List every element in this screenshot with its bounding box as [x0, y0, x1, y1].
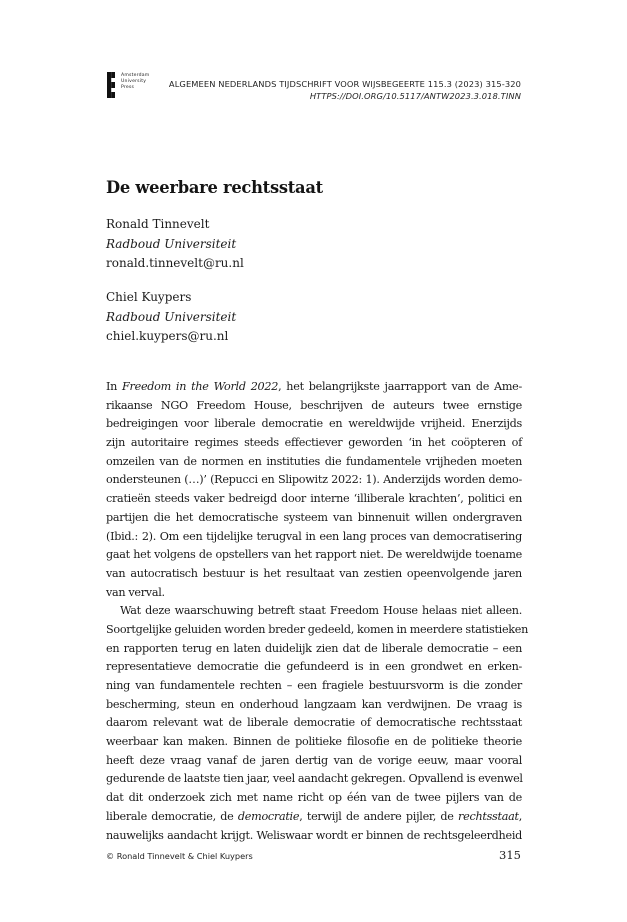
author-email[interactable]: ronald.tinnevelt@ru.nl — [106, 256, 244, 270]
body-line: bescherming, steun en onderhoud langzaam kan verdwijnen. De vraag is — [106, 697, 522, 711]
body-line: en rapporten terug en laten duidelijk zien dat de liberale democratie – een — [106, 641, 522, 655]
body-text-segment: In — [106, 380, 123, 393]
body-line: omzeilen van de normen en instituties die fundamentele vrijheden moeten — [106, 454, 522, 468]
emphasis-italic: democratie — [237, 809, 300, 823]
author-name: Chiel Kuypers — [106, 290, 192, 304]
body-text-segment: , het belangrijkste jaarrapport van de Ame- — [278, 380, 522, 393]
body-line: ondersteunen (…)’ (Repucci en Slipowitz 2022: 1). Anderzijds worden demo- — [106, 473, 522, 487]
publisher-name-line: University — [121, 79, 147, 85]
doi-link[interactable]: HTTPS://DOI.ORG/10.5117/ANTW2023.3.018.TINN — [309, 91, 521, 101]
author-block — [106, 288, 236, 347]
journal-citation: ALGEMEEN NEDERLANDS TIJDSCHRIFT VOOR WIJSBEGEERTE 115.3 (2023) 315-320 — [168, 79, 521, 89]
body-text-segment: , — [518, 809, 522, 823]
publisher-name-line: Press — [121, 85, 135, 91]
copyright-notice: © Ronald Tinnevelt & Chiel Kuypers — [106, 851, 253, 861]
publisher-name-line: Amsterdam — [121, 73, 150, 78]
body-text-segment: , terwijl de andere pijler, de — [299, 809, 459, 823]
body-line: bedreigingen voor liberale democratie en wereldwijde vrijheid. Enerzijds — [106, 417, 522, 431]
body-line — [106, 808, 522, 827]
body-line: van autocratisch bestuur is het resultaat van zestien opeenvolgende jaren — [106, 566, 522, 580]
body-line: weerbaar kan maken. Binnen de politieke filosofie en de politieke theorie — [106, 735, 522, 749]
article-body — [106, 378, 529, 845]
body-line: gaat het volgens de opstellers van het rapport niet. De wereldwijde toename — [106, 548, 522, 562]
author-block — [106, 215, 244, 274]
author-name: Ronald Tinnevelt — [106, 217, 210, 231]
emphasis-italic: rechtsstaat — [458, 809, 519, 823]
body-line: representatieve democratie die gefundeerd is in een grondwet en erken- — [106, 660, 522, 674]
body-line: cratieën steeds vaker bedreigd door interne ‘illiberale krachten’, politici en — [106, 492, 522, 506]
body-line: dat dit onderzoek zich met name richt op één van de twee pijlers van de — [106, 791, 522, 805]
body-line: heeft deze vraag vanaf de jaren dertig van de vorige eeuw, maar vooral — [106, 753, 522, 767]
body-line: zijn autoritaire regimes steeds effectiever geworden ‘in het coöpteren of — [106, 436, 522, 450]
report-title-italic: Freedom in the World 2022 — [122, 380, 279, 393]
body-line: gedurende de laatste tien jaar, veel aandacht gekregen. Opvallend is evenwel — [106, 772, 523, 786]
body-line: daarom relevant wat de liberale democratie of democratische rechtsstaat — [106, 716, 522, 730]
body-line: Soortgelijke geluiden worden breder gedeeld, komen in meerdere statistieken — [106, 622, 529, 636]
journal-header — [169, 78, 521, 102]
body-line: partijen die het democratische systeem van binnenuit willen ondergraven — [106, 510, 522, 524]
body-line — [106, 378, 522, 397]
page-number: 315 — [499, 848, 521, 862]
author-email[interactable]: chiel.kuypers@ru.nl — [106, 329, 229, 343]
publisher-logo[interactable] — [107, 72, 149, 98]
publisher-name — [121, 73, 149, 92]
body-line: van verval. — [106, 585, 165, 599]
aup-logo-icon — [107, 72, 115, 98]
body-line: nauwelijks aandacht krijgt. Weliswaar wordt er binnen de rechtsgeleerdheid — [106, 828, 522, 842]
article-title: De weerbare rechtsstaat — [106, 178, 323, 197]
author-affiliation: Radboud Universiteit — [106, 309, 237, 324]
body-line: (Ibid.: 2). Om een tijdelijke terugval in een lang proces van democratisering — [106, 529, 522, 543]
body-line: ning van fundamentele rechten – een fragiele bestuursvorm is die zonder — [106, 679, 522, 692]
body-line: Wat deze waarschuwing betreft staat Freedom House helaas niet alleen. — [120, 604, 522, 618]
body-text-segment: liberale democratie, de — [106, 809, 238, 823]
body-line: rikaanse NGO Freedom House, beschrijven de auteurs twee ernstige — [106, 398, 522, 412]
author-affiliation: Radboud Universiteit — [106, 236, 237, 251]
